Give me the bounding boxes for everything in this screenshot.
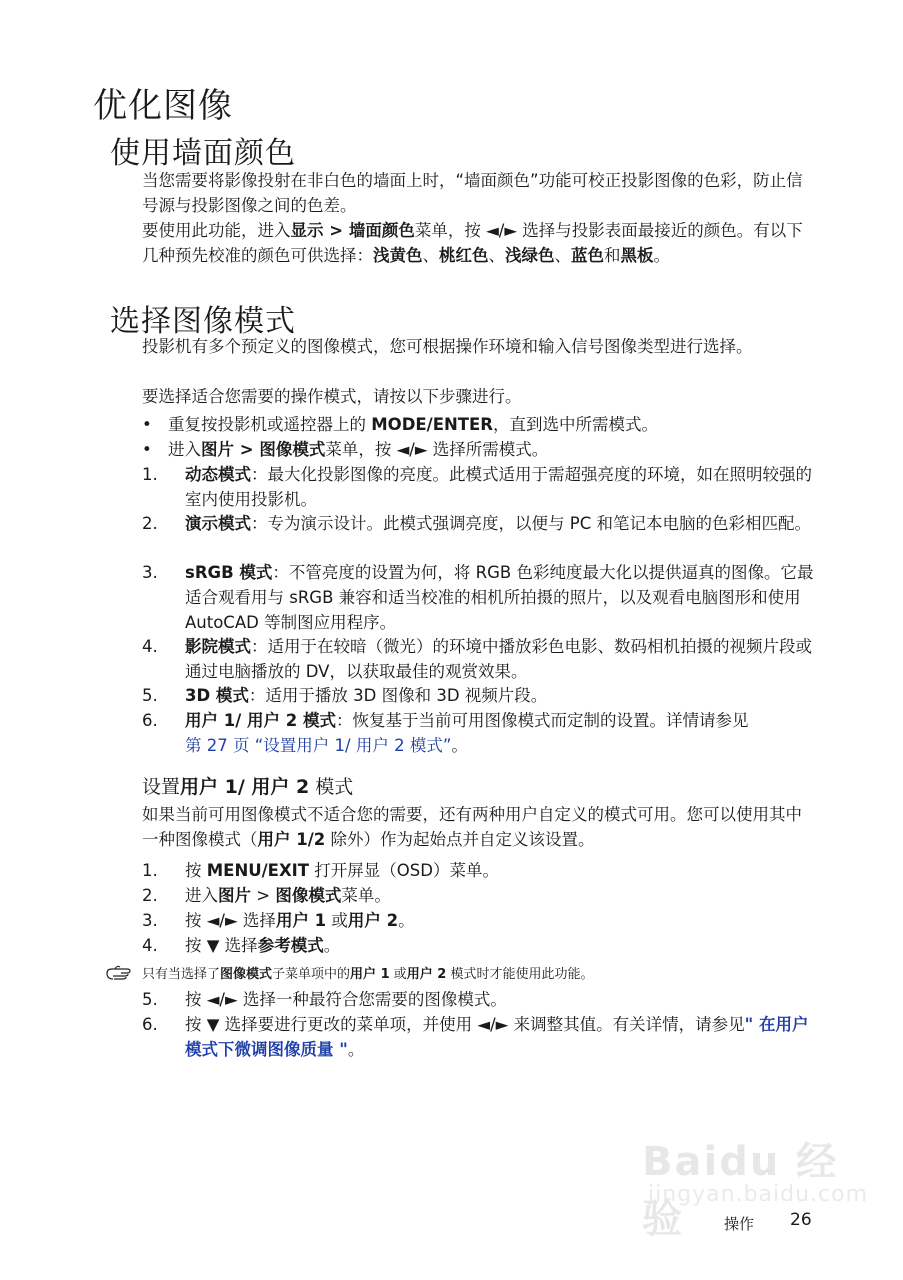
- section-heading-wall-color: 使用墙面颜色: [110, 136, 296, 171]
- list-number: 1.: [142, 861, 158, 880]
- baidu-watermark: [642, 1130, 872, 1260]
- bullet-item-mode-enter: 重复按投影机或遥控器上的 MODE/ENTER，直到选中所需模式。: [168, 415, 659, 434]
- list-item-dynamic-mode: 动态模式：最大化投影图像的亮度。此模式适用于需超强亮度的环境，如在照明较强的室内使用投影机。: [185, 465, 812, 509]
- paragraph-picture-mode-intro: 投影机有多个预定义的图像模式，您可根据操作环境和输入信号图像类型进行选择。: [142, 337, 753, 356]
- paragraph-wall-color-usage: 要使用此功能，进入显示 > 墙面颜色菜单，按 ◄/► 选择与投影表面最接近的颜色。有以下几种预先校准的颜色可供选择：浅黄色、桃红色、浅绿色、蓝色和黑板。: [142, 221, 803, 265]
- page-number: 26: [790, 1210, 812, 1230]
- watermark-brand: Baidu 经验: [642, 1139, 839, 1242]
- page-title: 优化图像: [93, 86, 233, 126]
- subsection-heading-user-mode: 设置用户 1/ 用户 2 模式: [142, 776, 354, 798]
- list-number: 2.: [142, 886, 158, 905]
- list-number: 1.: [142, 465, 158, 484]
- watermark-url: jingyan.baidu.com: [648, 1182, 869, 1207]
- footer-section-label: 操作: [724, 1215, 755, 1233]
- list-number: 5.: [142, 990, 158, 1009]
- paragraph-picture-mode-steps-intro: 要选择适合您需要的操作模式，请按以下步骤进行。: [142, 387, 522, 406]
- step-select-reference-mode: 按 ▼ 选择参考模式。: [185, 936, 341, 955]
- list-item-3d-mode: 3D 模式：适用于播放 3D 图像和 3D 视频片段。: [185, 686, 548, 705]
- list-item-srgb-mode: sRGB 模式：不管亮度的设置为何，将 RGB 色彩纯度最大化以提供逼真的图像。它最适合观看用与 sRGB 兼容和适当校准的相机所拍摄的照片，以及观看电脑图形和使用 AutoCAD 等制图应用程序。: [185, 563, 814, 632]
- step-choose-mode: 按 ◄/► 选择一种最符合您需要的图像模式。: [185, 990, 507, 1009]
- step-adjust-values: 按 ▼ 选择要进行更改的菜单项，并使用 ◄/► 来调整其值。有关详情，请参见" 在用户模式下微调图像质量 "。: [185, 1015, 809, 1059]
- fine-tune-link[interactable]: " 在用户模式下微调图像质量 ": [185, 1015, 809, 1059]
- list-item-cinema-mode: 影院模式：适用于在较暗（微光）的环境中播放彩色电影、数码相机拍摄的视频片段或通过电脑播放的 DV，以获取最佳的观赏效果。: [185, 637, 812, 681]
- list-number: 3.: [142, 563, 158, 582]
- step-select-user-mode: 按 ◄/► 选择用户 1 或用户 2。: [185, 911, 415, 930]
- list-number: 4.: [142, 936, 158, 955]
- section-heading-picture-mode: 选择图像模式: [110, 304, 296, 339]
- pointing-hand-icon: [105, 964, 139, 980]
- list-number: 6.: [142, 1015, 158, 1034]
- list-item-presentation-mode: 演示模式：专为演示设计。此模式强调亮度，以便与 PC 和笔记本电脑的色彩相匹配。: [185, 514, 811, 533]
- list-number: 3.: [142, 911, 158, 930]
- bullet-marker: •: [142, 440, 152, 459]
- cross-reference-link[interactable]: 第 27 页 “设置用户 1/ 用户 2 模式”: [185, 736, 452, 755]
- list-number: 6.: [142, 711, 158, 730]
- list-item-user-mode: 用户 1/ 用户 2 模式：恢复基于当前可用图像模式而定制的设置。详情请参见 第 27 页 “设置用户 1/ 用户 2 模式”。: [185, 711, 749, 755]
- step-open-menu: 按 MENU/EXIT 打开屏显（OSD）菜单。: [185, 861, 499, 880]
- list-number: 4.: [142, 637, 158, 656]
- note-text: 只有当选择了图像模式子菜单项中的用户 1 或用户 2 模式时才能使用此功能。: [142, 967, 594, 982]
- paragraph-wall-color-intro: 当您需要将影像投射在非白色的墙面上时，“墙面颜色”功能可校正投影图像的色彩，防止信号源与投影图像之间的色差。: [142, 171, 803, 215]
- bullet-marker: •: [142, 415, 152, 434]
- paragraph-user-mode-intro: 如果当前可用图像模式不适合您的需要，还有两种用户自定义的模式可用。您可以使用其中一种图像模式（用户 1/2 除外）作为起始点并自定义该设置。: [142, 805, 802, 849]
- step-enter-menu: 进入图片 > 图像模式菜单。: [185, 886, 391, 905]
- list-number: 5.: [142, 686, 158, 705]
- list-number: 2.: [142, 514, 158, 533]
- bullet-item-menu: 进入图片 > 图像模式菜单，按 ◄/► 选择所需模式。: [168, 440, 549, 459]
